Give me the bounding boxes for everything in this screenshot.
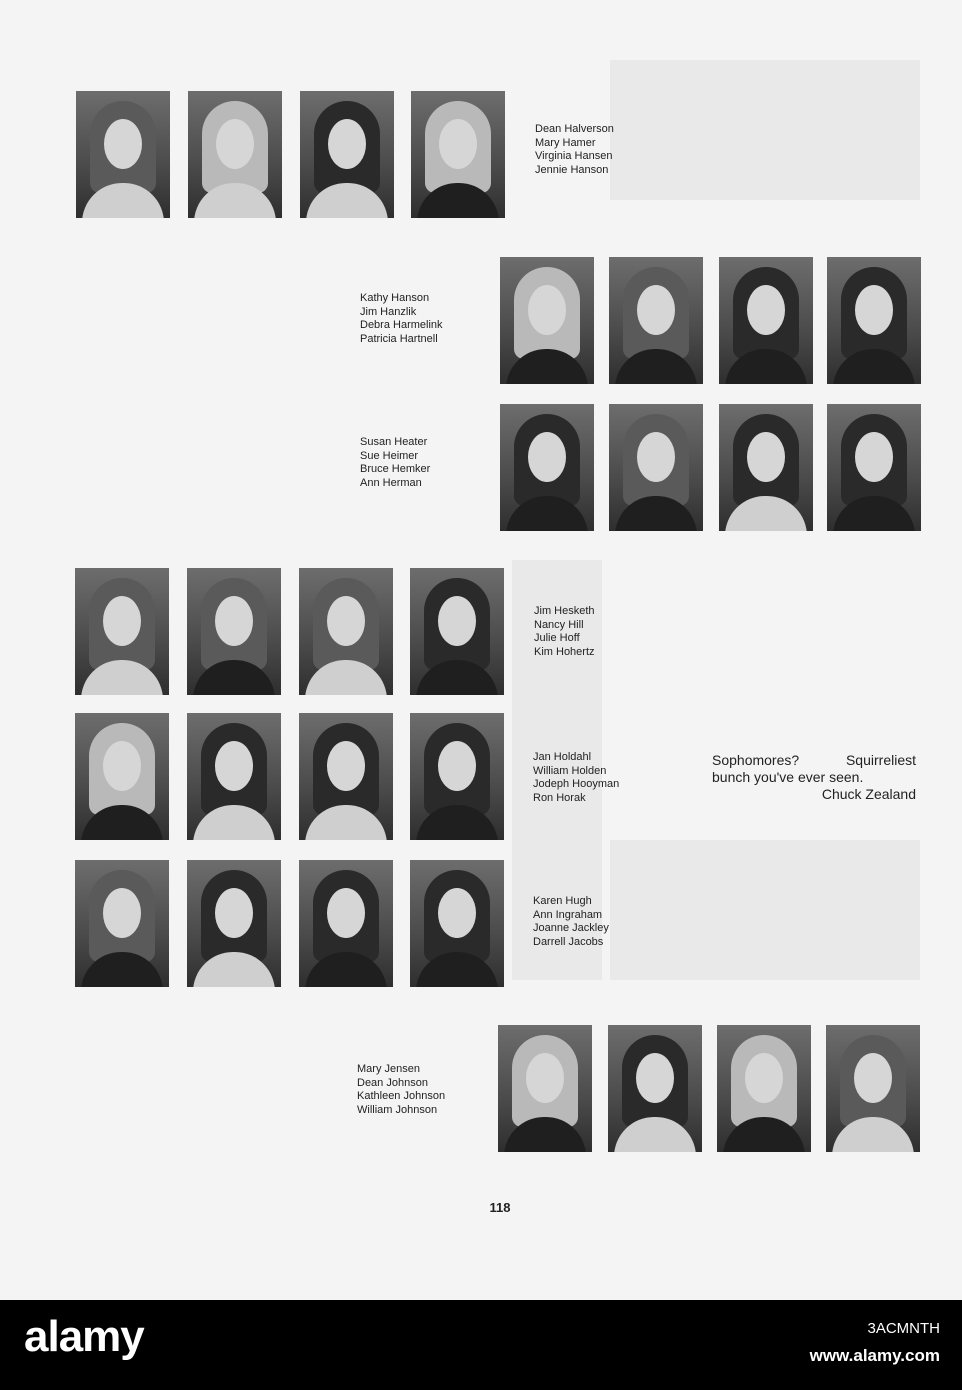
show-through-block <box>610 60 920 200</box>
student-photo <box>188 91 282 218</box>
quote-word: Squirreliest <box>845 752 916 768</box>
student-name: Susan Heater <box>360 436 428 448</box>
student-name: Ann Herman <box>360 476 422 489</box>
alamy-logo: alamy <box>24 1312 144 1361</box>
name-list <box>360 436 430 490</box>
student-photo <box>411 91 505 218</box>
image-code: 3ACMNTH <box>867 1320 940 1337</box>
student-name: Darrell Jacobs <box>533 935 604 948</box>
student-name: Jan Holdahl <box>533 751 592 763</box>
student-name: Debra Harmelink <box>360 319 443 332</box>
student-name: Ann Ingraham <box>533 908 603 921</box>
student-name: Ron Horak <box>533 791 586 804</box>
student-photo <box>299 713 393 840</box>
student-name: William Holden <box>533 764 607 777</box>
student-photo <box>717 1025 811 1152</box>
student-photo <box>826 1025 920 1152</box>
name-list <box>533 895 609 949</box>
student-name: Kathy Hanson <box>360 292 430 304</box>
student-photo <box>500 404 594 531</box>
student-photo <box>498 1025 592 1152</box>
student-name: Bruce Hemker <box>360 463 431 476</box>
student-name: Jim Hesketh <box>534 605 595 617</box>
student-photo <box>410 713 504 840</box>
student-photo <box>187 713 281 840</box>
student-photo <box>500 257 594 384</box>
student-photo <box>75 568 169 695</box>
student-name: Joanne Jackley <box>533 922 609 935</box>
student-name: Julie Hoff <box>534 632 580 645</box>
name-list <box>357 1063 445 1117</box>
stock-watermark-banner <box>0 1300 962 1390</box>
student-name: Karen Hugh <box>533 895 592 907</box>
student-name: Patricia Hartnell <box>360 332 438 345</box>
student-photo <box>609 257 703 384</box>
student-photo <box>609 404 703 531</box>
student-photo <box>299 860 393 987</box>
student-name: Sue Heimer <box>360 449 419 462</box>
student-name: Kathleen Johnson <box>357 1090 446 1103</box>
student-photo <box>75 860 169 987</box>
student-name: William Johnson <box>357 1103 438 1116</box>
student-name: Kim Hohertz <box>534 645 595 658</box>
name-list <box>534 605 595 659</box>
student-name: Mary Hamer <box>535 136 596 149</box>
student-name: Virginia Hansen <box>535 150 613 163</box>
name-list <box>360 292 443 346</box>
student-photo <box>827 257 921 384</box>
quote-author: Chuck Zealand <box>821 786 916 802</box>
student-photo <box>187 568 281 695</box>
sophomore-quote <box>712 752 916 803</box>
student-photo <box>410 568 504 695</box>
name-list <box>533 751 619 805</box>
student-photo <box>827 404 921 531</box>
student-name: Jim Hanzlik <box>360 305 417 318</box>
student-photo <box>719 257 813 384</box>
student-photo <box>187 860 281 987</box>
student-photo <box>300 91 394 218</box>
student-name: Mary Jensen <box>357 1063 420 1075</box>
student-name: Nancy Hill <box>534 618 584 631</box>
student-name: Dean Johnson <box>357 1076 428 1089</box>
name-list <box>535 123 614 177</box>
student-photo <box>76 91 170 218</box>
quote-line: bunch you've ever seen. <box>712 769 864 785</box>
student-name: Dean Halverson <box>535 123 614 135</box>
show-through-block <box>610 840 920 980</box>
student-photo <box>608 1025 702 1152</box>
quote-word: Sophomores? <box>712 752 800 768</box>
student-photo <box>410 860 504 987</box>
student-photo <box>719 404 813 531</box>
site-url: www.alamy.com <box>809 1346 940 1365</box>
student-photo <box>299 568 393 695</box>
student-name: Jennie Hanson <box>535 163 609 176</box>
student-name: Jodeph Hooyman <box>533 778 620 791</box>
student-photo <box>75 713 169 840</box>
page-number: 118 <box>489 1200 511 1215</box>
